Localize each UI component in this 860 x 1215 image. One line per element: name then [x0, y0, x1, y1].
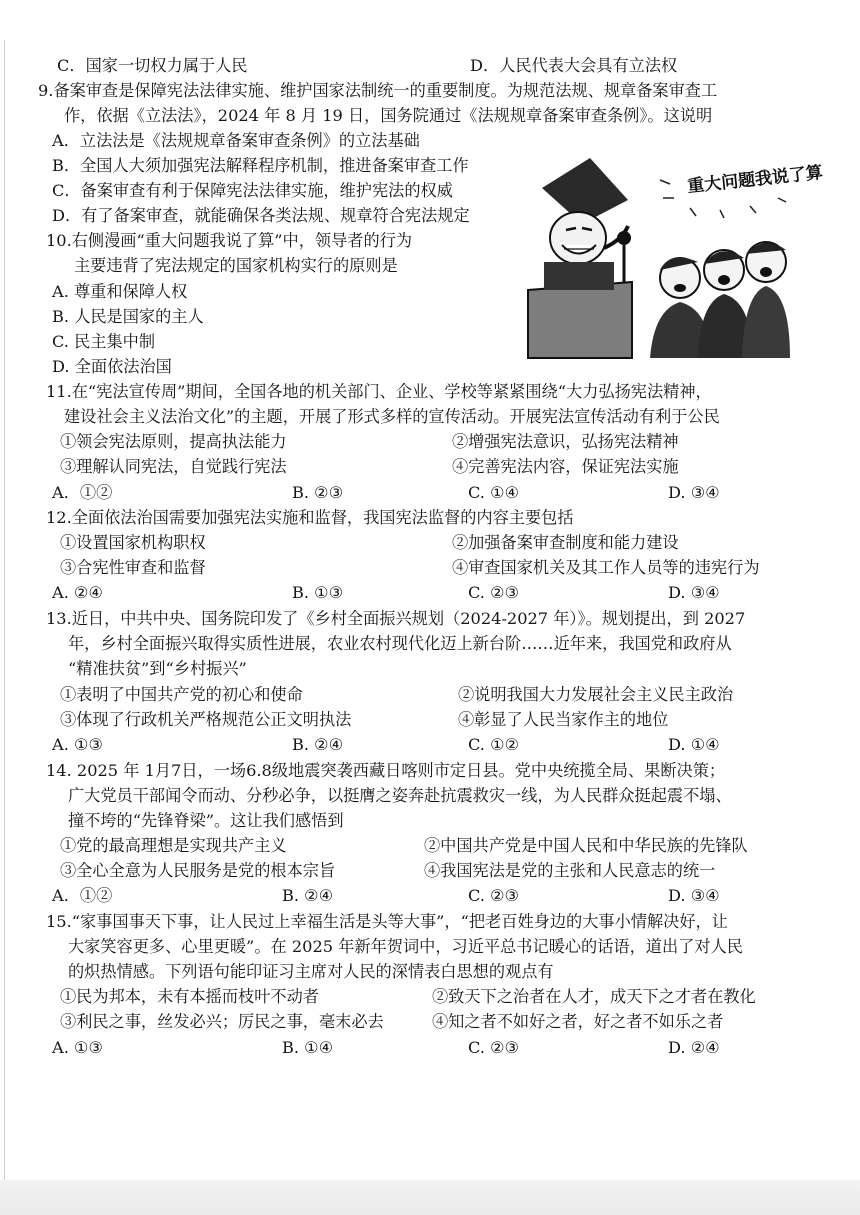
audience-figure-3	[742, 242, 790, 358]
q9-option-b[interactable]: B．全国人大须加强宪法解释程序机制，推进备案审查工作	[52, 156, 469, 175]
q9-option-d[interactable]: D．有了备案审查，就能确保各类法规、规章符合宪法规定	[52, 206, 470, 225]
q10-stem-cont: 主要违背了宪法规定的国家机构实行的原则是	[74, 256, 398, 275]
q14-stem-cont: 广大党员干部闻令而动、分秒必争，以挺膺之姿奔赴抗震救灾一线，为人民群众挺起震不塌、	[68, 786, 732, 805]
page-left-edge	[4, 40, 5, 1190]
q10-option-d[interactable]: D. 全面依法治国	[52, 357, 172, 376]
q11-statement-4: ④完善宪法内容，保证宪法实施	[452, 457, 679, 476]
q13-option-d[interactable]: D. ①④	[668, 735, 720, 754]
q11-statement-1: ①领会宪法原则，提高执法能力	[60, 432, 287, 451]
q12-statement-2: ②加强备案审查制度和能力建设	[452, 533, 679, 552]
speaker-body	[544, 262, 614, 290]
q9-option-c[interactable]: C．备案审查有利于保障宪法法律实施，维护宪法的权威	[52, 181, 453, 200]
q11-option-a[interactable]: A．①②	[52, 483, 113, 502]
q12-option-c[interactable]: C. ②③	[468, 583, 520, 602]
q14-statement-3: ③全心全意为人民服务是党的根本宗旨	[60, 861, 336, 880]
q12-statement-4: ④审查国家机关及其工作人员等的违宪行为	[452, 558, 760, 577]
q11-stem-cont: 建设社会主义法治文化”的主题，开展了形式多样的宣传活动。开展宪法宣传活动有利于公民	[64, 407, 720, 426]
q13-option-b[interactable]: B. ②④	[292, 735, 344, 754]
q13-stem: 13.近日，中共中央、国务院印发了《乡村全面振兴规划（2024-2027 年）》。规划提出，到 2027	[46, 609, 746, 628]
q15-option-b[interactable]: B. ①④	[282, 1038, 334, 1057]
q15-option-d[interactable]: D. ②④	[668, 1038, 720, 1057]
speaker-head	[550, 212, 606, 264]
q11-statement-2: ②增强宪法意识，弘扬宪法精神	[452, 432, 679, 451]
q15-stem-cont: 大家笑容更多、心里更暖”。在 2025 年新年贺词中，习近平总书记暖心的话语，道出了对人民	[68, 937, 743, 956]
q10-option-c[interactable]: C. 民主集中制	[52, 332, 156, 351]
q12-stem: 12.全面依法治国需要加强宪法实施和监督，我国宪法监督的内容主要包括	[46, 508, 574, 527]
q10-option-b[interactable]: B. 人民是国家的主人	[52, 307, 204, 326]
cartoon-podium	[528, 282, 632, 358]
q11-option-d[interactable]: D. ③④	[668, 483, 720, 502]
q14-stem-cont-2: 撞不垮的“先锋脊梁”。这让我们感悟到	[68, 811, 344, 830]
q13-statement-3: ③体现了行政机关严格规范公正文明执法	[60, 710, 352, 729]
q14-option-c[interactable]: C. ②③	[468, 886, 520, 905]
q15-statement-3: ③利民之事，丝发必兴；厉民之事，毫末必去	[60, 1012, 384, 1031]
q13-stem-cont: 年，乡村全面振兴取得实质性进展，农业农村现代化迈上新台阶……近年来，我国党和政府从	[68, 634, 732, 653]
q13-statement-1: ①表明了中国共产党的初心和使命	[60, 685, 303, 704]
q12-option-d[interactable]: D. ③④	[668, 583, 720, 602]
q12-option-a[interactable]: A. ②④	[52, 583, 104, 602]
q15-stem-cont-2: 的炽热情感。下列语句能印证习主席对人民的深情表白思想的观点有	[68, 962, 554, 981]
q8-option-c[interactable]: C．国家一切权力属于人民	[57, 56, 248, 75]
q14-option-a[interactable]: A．①②	[52, 886, 113, 905]
microphone-icon	[617, 231, 631, 245]
q12-statement-3: ③合宪性审查和监督	[60, 558, 206, 577]
q15-option-a[interactable]: A. ①③	[52, 1038, 104, 1057]
q10-stem: 10.右侧漫画“重大问题我说了算”中，领导者的行为	[46, 231, 413, 250]
q11-option-b[interactable]: B. ②③	[292, 483, 344, 502]
q15-statement-1: ①民为邦本，未有本摇而枝叶不动者	[60, 987, 319, 1006]
q11-option-c[interactable]: C. ①④	[468, 483, 520, 502]
q11-statement-3: ③理解认同宪法，自觉践行宪法	[60, 457, 287, 476]
cartoon-image	[520, 150, 824, 358]
q14-option-d[interactable]: D. ③④	[668, 886, 720, 905]
q10-option-a[interactable]: A. 尊重和保障人权	[52, 282, 188, 301]
q14-statement-1: ①党的最高理想是实现共产主义	[60, 836, 287, 855]
q14-statement-2: ②中国共产党是中国人民和中华民族的先锋队	[424, 836, 748, 855]
q15-statement-2: ②致天下之治者在人才，成天下之才者在教化	[432, 987, 756, 1006]
q15-stem: 15.“家事国事天下事，让人民过上幸福生活是头等大事”，“把老百姓身边的大事小情解决好，让	[46, 912, 728, 931]
q8-option-d[interactable]: D．人民代表大会具有立法权	[470, 56, 678, 75]
q12-statement-1: ①设置国家机构职权	[60, 533, 206, 552]
q13-option-a[interactable]: A. ①③	[52, 735, 104, 754]
q13-option-c[interactable]: C. ①②	[468, 735, 520, 754]
q15-statement-4: ④知之者不如好之者，好之者不如乐之者	[432, 1012, 724, 1031]
page-bottom-shadow	[0, 1180, 860, 1215]
q12-option-b[interactable]: B. ①③	[292, 583, 344, 602]
q9-stem-cont: 作，依据《立法法》，2024 年 8 月 19 日，国务院通过《法规规章备案审查条例》。这说明	[64, 106, 713, 125]
q9-option-a[interactable]: A．立法法是《法规规章备案审查条例》的立法基础	[52, 131, 420, 150]
q14-statement-4: ④我国宪法是党的主张和人民意志的统一	[424, 861, 716, 880]
q13-stem-cont-2: “精准扶贫”到“乡村振兴”	[68, 659, 247, 678]
q15-option-c[interactable]: C. ②③	[468, 1038, 520, 1057]
q13-statement-2: ②说明我国大力发展社会主义民主政治	[458, 685, 734, 704]
q11-stem: 11.在“宪法宣传周”期间，全国各地的机关部门、企业、学校等紧紧围绕“大力弘扬宪法精神，	[46, 382, 712, 401]
q9-stem: 9.备案审查是保障宪法法律实施、维护国家法制统一的重要制度。为规范法规、规章备案审查工	[38, 81, 718, 100]
q14-stem: 14. 2025 年 1月7日，一场6.8级地震突袭西藏日喀则市定日县。党中央统揽全局、果断决策；	[46, 761, 726, 780]
q14-option-b[interactable]: B. ②④	[282, 886, 334, 905]
q13-statement-4: ④彰显了人民当家作主的地位	[458, 710, 669, 729]
cartoon-caption: 重大问题我说了算	[686, 162, 824, 197]
